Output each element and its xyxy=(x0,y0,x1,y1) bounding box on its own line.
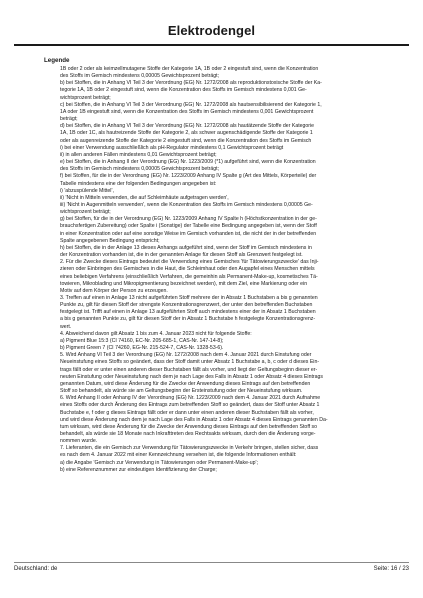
legend-line: der Konzentration vorhanden ist, die in der genannten Anlage für diesen Stoff als Grenzwert festgelegt ist. xyxy=(60,252,303,259)
legend-heading: Legende xyxy=(44,57,70,64)
document-title: Elektrodengel xyxy=(167,23,256,38)
footer-country: Deutschland: de xyxy=(14,566,58,572)
legend-line: towieren, Mikroblading und Mikropigmentierung bezeichnet werden), mit dem Ziel, eine Markierung oder ein xyxy=(60,280,308,287)
legend-line: beträgt; xyxy=(60,116,78,123)
legend-line: c) bei Stoffen, die in Anhang VI Teil 3 der Verordnung (EG) Nr. 1272/2008 als hautsensibilisierend der Kategorie 1, xyxy=(60,101,322,108)
legend-line: 6. Wird Anhang II oder Anhang IV der Verordnung (EG) Nr. 1223/2009 nach dem 4. Januar 2021 durch Aufnahme xyxy=(60,395,321,402)
legend-line: wichtsprozent beträgt; xyxy=(60,94,111,101)
legend-line: a) Pigment Blue 15:3 (CI 74160, EC-Nr. 205-685-1, CAS-Nr. 147-14-8); xyxy=(60,337,224,344)
legend-line: i) bei einer Verwendung ausschließlich als pH-Regulator mindestens 0,1 Gewichtsprozent beträgt xyxy=(60,144,284,151)
legend-line: a) die Angabe 'Gemisch zur Verwendung in Tätowierungen oder Permanent-Make-up'; xyxy=(60,459,258,466)
legend-line: tum wirksam, wird diese Änderung für die Zwecke der Anwendung dieses Eintrags auf den betreffenden Stoff so xyxy=(60,423,318,430)
legend-line: 4. Abweichend davon gilt Absatz 1 bis zum 4. Januar 2023 nicht für folgende Stoffe: xyxy=(60,330,252,337)
legend-line: Buchstabe e, f oder g dieses Eintrags fällt oder er dann unter einen anderen dieser Buchstaben fällt als vorher, xyxy=(60,409,314,416)
legend-line: wichtsprozent beträgt; xyxy=(60,209,111,216)
legend-line: 2. Für die Zwecke dieses Eintrags bedeutet die Verwendung eines Gemisches 'für Tätowierungszwecke' das Inji- xyxy=(60,259,319,266)
legend-line: d) bei Stoffen, die in Anhang VI Teil 3 der Verordnung (EG) Nr. 1272/2008 als hautätzende Stoffe der Kategorie xyxy=(60,123,315,130)
legend-line: Tabelle mindestens eine der folgenden Bedingungen angegeben ist: xyxy=(60,180,217,187)
legend-line: b) eine Referenznummer zur eindeutigen Identifizierung der Charge; xyxy=(60,466,217,473)
legend-line: ii) 'Nicht in Mitteln verwenden, die auf Schleimhäute aufgetragen werden', xyxy=(60,194,229,201)
legend-line: h) bei Stoffen, die in der Anlage 13 dieses Anhangs aufgeführt sind, wenn der Stoff im Gemisch mindestens in xyxy=(60,244,312,251)
legend-line: 5. Wird Anhang VI Teil 3 der Verordnung (EG) Nr. 1272/2008 nach dem 4. Januar 2021 durch Einstufung oder xyxy=(60,352,312,359)
legend-line: und wird diese Änderung nach dem je nach Lage des Falls in Absatz 1 oder Absatz 4 dieses Eintrags genannten Da- xyxy=(60,416,328,423)
legend-line: nommen wurde. xyxy=(60,438,98,445)
legend-line: Spalte angegebenen Bedingung entspricht; xyxy=(60,237,160,244)
legend-line: 1B oder 2 oder als keimzellmutagene Stoffe der Kategorie 1A, 1B oder 2 eingestuft sind, wenn die Konzentration xyxy=(60,66,319,72)
legend-line: eines beliebigen Verfahrens (einschließlich Verfahren, die gemeinhin als Permanent-Make-up, kosmetisches Tä- xyxy=(60,273,318,280)
legend-line: des Stoffs im Gemisch mindestens 0,00005 Gewichtsprozent beträgt; xyxy=(60,166,220,173)
legend-line: es nach dem 4. Januar 2022 mit einer Kennzeichnung versehen ist, die folgende Informationen enthält: xyxy=(60,452,297,459)
legend-line: b) bei Stoffen, die in Anhang VI Teil 3 der Verordnung (EG) Nr. 1272/2008 als reproduktionstoxische Stoffe der Ka- xyxy=(60,80,322,87)
legend-line: e) bei Stoffen, die in Anhang II der Verordnung (EG) Nr. 1223/2009 (*1) aufgeführt sind, wenn die Konzentration xyxy=(60,159,316,166)
legend-text xyxy=(60,66,384,474)
legend-line: ii) in allen anderen Fällen mindestens 0,01 Gewichtsprozent beträgt; xyxy=(60,151,217,158)
legend-line: f) bei Stoffen, für die in der Verordnung (EG) Nr. 1223/2009 Anhang IV Spalte g (Art des Mittels, Körperteile) der xyxy=(60,173,317,180)
legend-line: 1A oder 1B eingestuft sind, wenn die Konzentration des Stoffs im Gemisch mindestens 0,001 Gewichtsprozent xyxy=(60,108,314,115)
footer-divider xyxy=(14,562,409,563)
legend-line: behandelt, als würde sie 18 Monate nach Inkrafttreten des Rechtsakts wirksam, durch den die Änderung vorge- xyxy=(60,430,316,437)
legend-line: neuten Einstufung oder Neueinstufung nach dem je nach Lage des Falls in Absatz 1 oder Absatz 4 dieses Eintrags xyxy=(60,373,324,380)
legend-line: brauchsfertigen Zubereitung) oder Spalte i (Sonstige) der Tabelle eine Bedingung angegeben ist, wenn der Stoff xyxy=(60,223,317,230)
legend-line: 3. Treffen auf einen in Anlage 13 nicht aufgeführten Stoff mehrere der in Absatz 1 Buchstaben a bis g genannten xyxy=(60,295,318,301)
legend-line: Punkte zu, gilt für diesen Stoff der strengste Konzentrationsgrenzwert, der unter den betreffenden Buchstaben xyxy=(60,302,313,309)
header xyxy=(0,0,423,44)
legend-line: des Stoffs im Gemisch mindestens 0,00005 Gewichtsprozent beträgt; xyxy=(60,73,220,80)
legend-line: festgelegt ist. Trifft auf einen in Anlage 13 aufgeführten Stoff auch mindestens einer der in Absatz 1 Buchstaben xyxy=(60,309,316,316)
legend-line: Stoff so behandelt, als würde sie am Geltungsbeginn der Ersteinstufung oder der Neueinstufung wirksam. xyxy=(60,388,303,395)
legend-line: trags fällt oder er unter einen anderen dieser Buchstaben fällt als vorher, und liegt der Geltungsbeginn dieser er- xyxy=(60,366,318,373)
legend-line: g) bei Stoffen, für die in der Verordnung (EG) Nr. 1223/2009 Anhang IV Spalte h (Höchstkonzentration in der ge- xyxy=(60,216,317,223)
header-divider xyxy=(14,44,409,46)
legend-line: tegorie 1A, 1B oder 2 eingestuft sind, wenn die Konzentration des Stoffs im Gemisch mindestens 0,001 Ge- xyxy=(60,87,307,94)
legend-line: iii) 'Nicht in Augenmitteln verwenden', wenn die Konzentration des Stoffs im Gemisch mindestens 0,00005 Ge- xyxy=(60,201,313,208)
legend-line: a bis g genannten Punkte zu, gilt für diesen Stoff der in Absatz 1 Buchstabe h festgelegte Konzentrationsgrenz- xyxy=(60,316,316,323)
legend-line: in einer Konzentration oder auf eine sonstige Weise im Gemisch vorhanden ist, die nicht der in der betreffenden xyxy=(60,230,317,237)
legend-line: 7. Lieferanten, die ein Gemisch zur Verwendung für Tätowierungszwecke in Verkehr bringen, stellen sicher, dass xyxy=(60,445,319,452)
legend-line: wert. xyxy=(60,323,72,330)
footer-page-number: Seite: 16 / 23 xyxy=(373,566,409,572)
legend-line: Motiv auf dem Körper der Person zu erzeugen. xyxy=(60,287,168,294)
legend-line: eines Stoffs oder durch Änderung des Eintrags zum betreffenden Stoff so geändert, dass der Stoff unter Absatz 1 xyxy=(60,402,320,409)
legend-line: oder als augenreizende Stoffe der Kategorie 2 eingestuft sind, wenn die Konzentration des Stoffs im Gemisch xyxy=(60,137,312,144)
legend-line: zieren oder Einbringen des Gemisches in die Haut, die Schleimhaut oder den Augapfel eines Menschen mittels xyxy=(60,266,315,273)
legend-line: Neueinstufung eines Stoffs so geändert, dass der Stoff damit unter Absatz 1 Buchstabe a, b, c oder d dieses Ein- xyxy=(60,359,320,366)
legend-line: i) 'abzuspülende Mittel', xyxy=(60,187,114,194)
legend-line: 1A, 1B oder 1C, als hautreizende Stoffe der Kategorie 2, als schwer augenschädigende Stoffe der Kategorie 1 xyxy=(60,130,313,137)
legend-line: b) Pigment Green 7 (CI 74260, EG-Nr. 215-524-7, CAS-Nr. 1328-53-6). xyxy=(60,345,224,352)
legend-line: genannten Datum, wird diese Änderung für die Zwecke der Anwendung dieses Eintrags auf den betreffenden xyxy=(60,380,311,387)
